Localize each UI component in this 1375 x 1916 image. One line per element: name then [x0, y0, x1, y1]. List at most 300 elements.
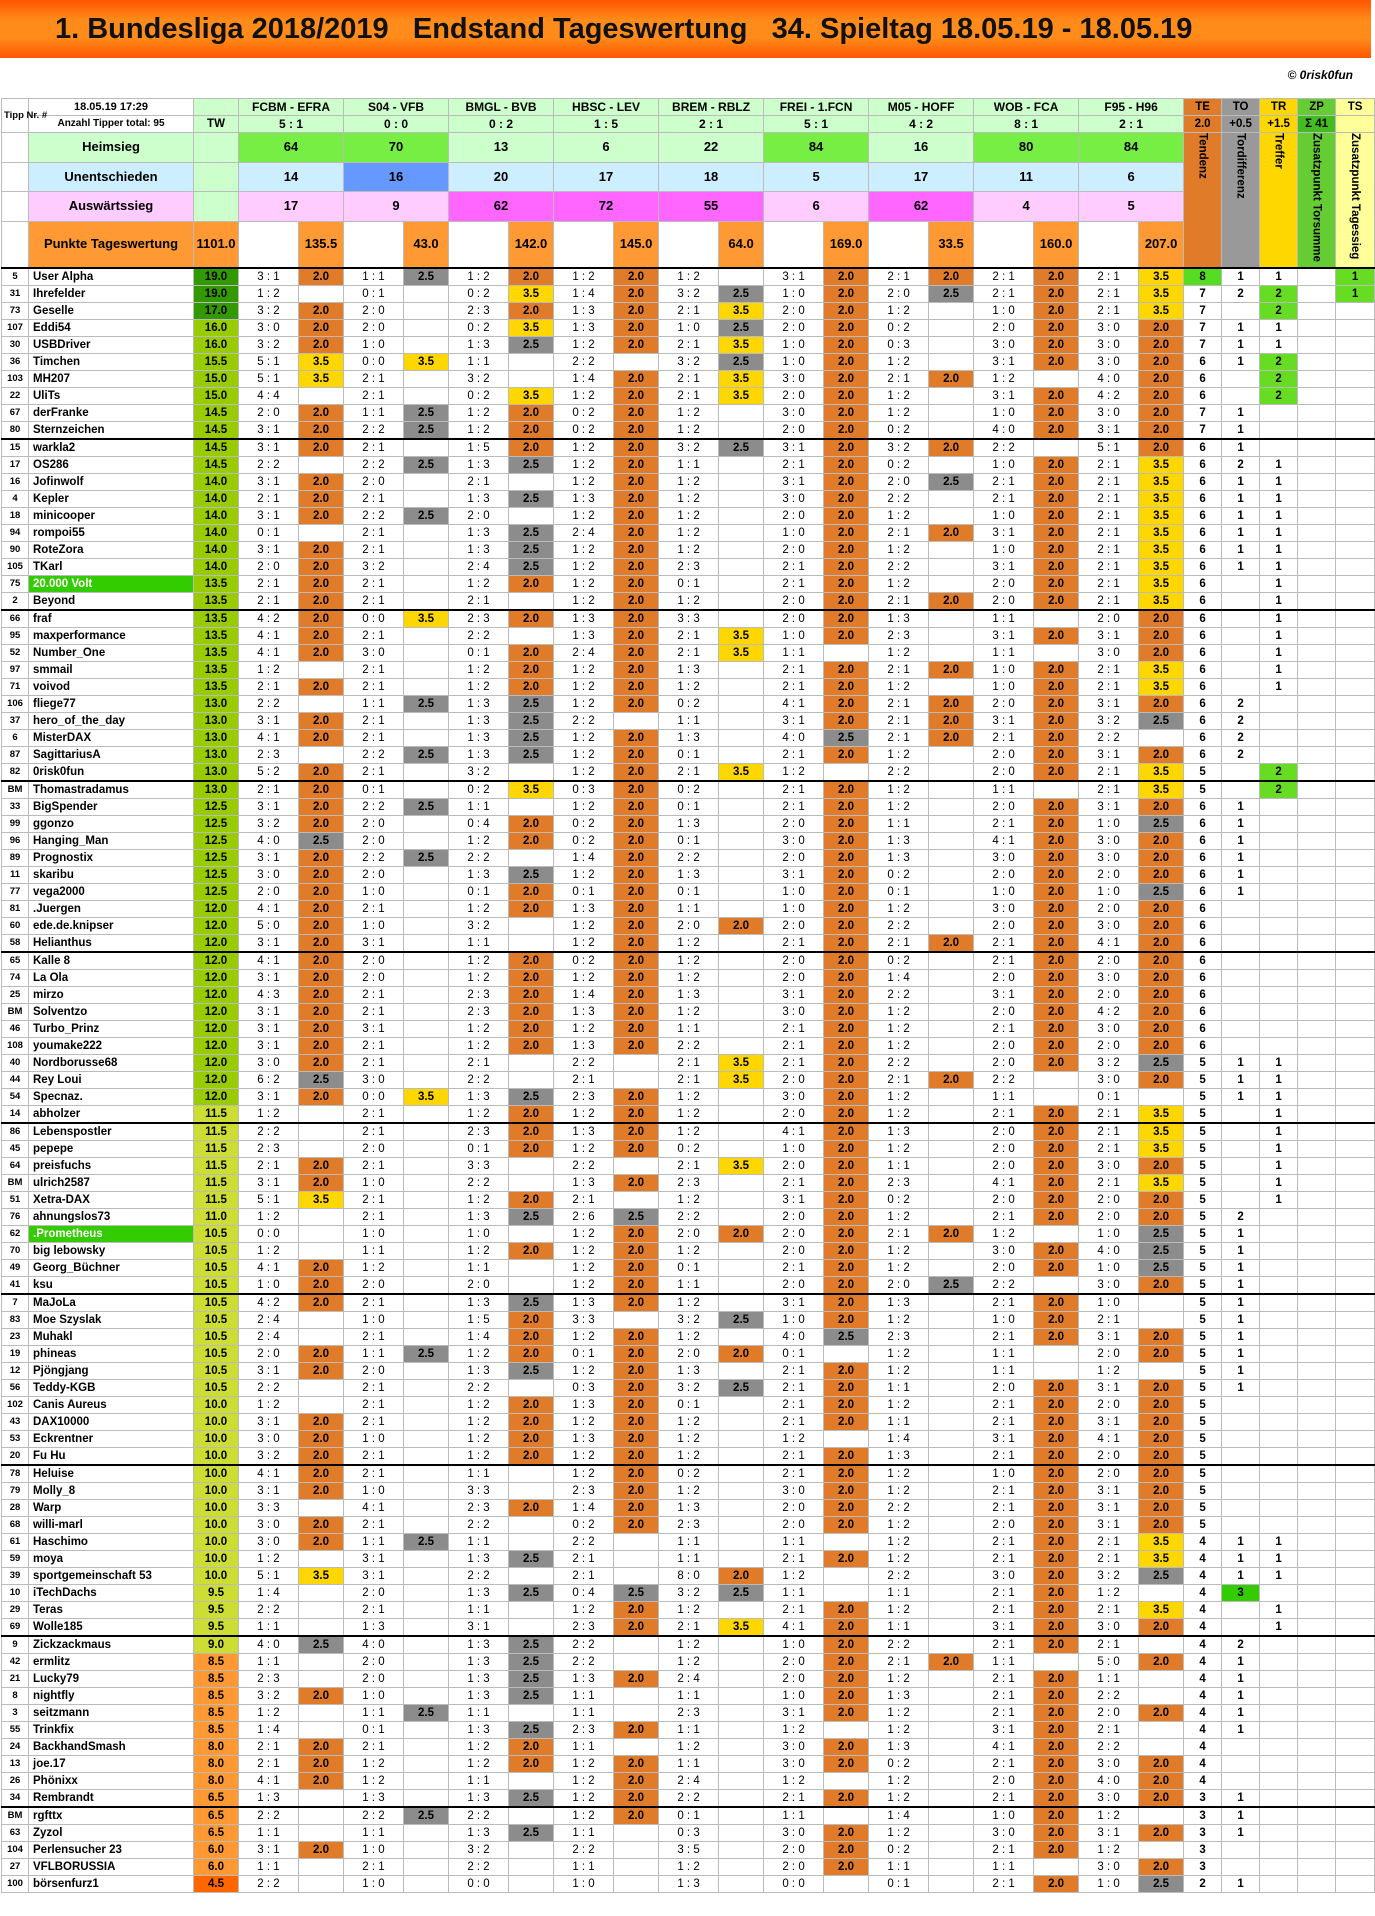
zp-value [1298, 746, 1336, 763]
tip-value: 1 : 4 [239, 1721, 299, 1738]
tipp-number: 45 [2, 1140, 29, 1157]
te-value: 6 [1184, 900, 1222, 917]
tip-value: 1 : 2 [659, 1601, 719, 1618]
ts-value [1336, 1276, 1375, 1294]
tip-value: 3 : 3 [659, 610, 719, 628]
tip-points: 2.0 [614, 1601, 659, 1618]
draw-count: 6 [1079, 162, 1184, 192]
tip-points: 2.0 [299, 302, 344, 319]
tip-value: 1 : 1 [869, 1618, 929, 1636]
ts-value [1336, 1259, 1375, 1276]
tip-value: 0 : 0 [344, 1088, 404, 1105]
tipp-number: 46 [2, 1020, 29, 1037]
tip-value: 2 : 0 [764, 917, 824, 934]
tip-value: 2 : 2 [344, 456, 404, 473]
tip-value: 1 : 3 [449, 1550, 509, 1567]
tr-value [1260, 1789, 1298, 1807]
tip-points [1034, 1858, 1079, 1875]
tip-value: 0 : 3 [554, 1379, 614, 1396]
tip-points [404, 1499, 449, 1516]
tip-value: 2 : 2 [239, 456, 299, 473]
tip-value: 3 : 0 [764, 404, 824, 421]
tip-value: 2 : 0 [764, 592, 824, 610]
tip-value: 3 : 1 [974, 524, 1034, 541]
tip-value: 0 : 4 [449, 815, 509, 832]
ts-value [1336, 952, 1375, 970]
tip-value: 1 : 4 [554, 1499, 614, 1516]
tip-points: 2.0 [1139, 1328, 1184, 1345]
tip-value: 1 : 0 [1079, 1875, 1139, 1892]
tip-value: 3 : 1 [239, 1174, 299, 1191]
tr-value [1260, 1362, 1298, 1379]
tip-value: 1 : 2 [344, 1755, 404, 1772]
player-name: TKarl [29, 558, 194, 575]
tip-points: 2.0 [299, 1413, 344, 1430]
tip-points [404, 627, 449, 644]
tip-value: 1 : 2 [869, 1037, 929, 1054]
tip-value: 3 : 2 [449, 370, 509, 387]
tip-points: 2.5 [614, 1208, 659, 1225]
tip-points: 2.0 [299, 1362, 344, 1379]
tip-points [404, 1362, 449, 1379]
tip-value: 2 : 0 [344, 473, 404, 490]
tip-points [509, 1482, 554, 1499]
tip-value: 1 : 2 [869, 1772, 929, 1789]
tip-value: 1 : 2 [554, 1362, 614, 1379]
zp-value [1298, 1105, 1336, 1123]
tip-points [929, 302, 974, 319]
tip-value: 2 : 1 [449, 473, 509, 490]
tip-value: 1 : 0 [344, 1841, 404, 1858]
to-value [1222, 1755, 1260, 1772]
tipp-number: 21 [2, 1670, 29, 1687]
tip-value: 2 : 0 [974, 1379, 1034, 1396]
tip-points [299, 456, 344, 473]
to-vertical-label: Tordifferenz [1234, 133, 1247, 199]
to-value [1222, 302, 1260, 319]
to-value: 1 [1222, 1789, 1260, 1807]
tip-value: 2 : 1 [764, 1413, 824, 1430]
tip-points: 2.5 [509, 456, 554, 473]
player-name: Lebenspostler [29, 1123, 194, 1141]
zp-value [1298, 712, 1336, 729]
to-value [1222, 1841, 1260, 1858]
ts-value [1336, 421, 1375, 439]
tip-points: 2.0 [1139, 900, 1184, 917]
tip-points [929, 1584, 974, 1601]
player-name: Specnaz. [29, 1088, 194, 1105]
home-count: 6 [554, 133, 659, 163]
tip-points: 2.0 [299, 952, 344, 970]
tip-value: 1 : 3 [449, 746, 509, 763]
tip-points [929, 1157, 974, 1174]
to-value [1222, 900, 1260, 917]
table-row [2, 353, 1375, 370]
te-value: 6 [1184, 883, 1222, 900]
tip-points: 2.0 [1139, 1020, 1184, 1037]
tip-points [614, 1054, 659, 1071]
te-value: 6 [1184, 592, 1222, 610]
tip-value: 1 : 2 [869, 575, 929, 592]
tip-value: 2 : 1 [869, 661, 929, 678]
day-score: 12.0 [194, 900, 239, 917]
tip-points: 2.0 [1034, 763, 1079, 781]
te-value: 5 [1184, 1294, 1222, 1312]
table-row [2, 678, 1375, 695]
tip-points: 2.0 [824, 1003, 869, 1020]
tip-value: 2 : 2 [974, 1276, 1034, 1294]
tip-points [719, 456, 764, 473]
ts-value [1336, 1858, 1375, 1875]
player-name: BackhandSmash [29, 1738, 194, 1755]
tip-value: 3 : 0 [764, 1824, 824, 1841]
tipp-number: 89 [2, 849, 29, 866]
tip-value: 1 : 3 [449, 1636, 509, 1654]
te-value: 5 [1184, 1208, 1222, 1225]
tip-value: 1 : 2 [659, 1653, 719, 1670]
tip-value: 2 : 2 [449, 1174, 509, 1191]
zp-value [1298, 1465, 1336, 1483]
tipp-number: 61 [2, 1533, 29, 1550]
table-row [2, 1704, 1375, 1721]
tip-value: 2 : 4 [449, 558, 509, 575]
tip-points: 2.0 [614, 1105, 659, 1123]
tip-value: 1 : 1 [659, 1020, 719, 1037]
tip-value: 1 : 2 [554, 1140, 614, 1157]
tipp-number: BM [2, 781, 29, 799]
te-header: TE [1184, 99, 1222, 116]
tip-points: 2.0 [824, 1037, 869, 1054]
player-name: fraf [29, 610, 194, 628]
zp-value [1298, 524, 1336, 541]
tip-points [614, 1636, 659, 1654]
tr-value: 1 [1260, 1191, 1298, 1208]
tip-points: 2.0 [509, 883, 554, 900]
tip-points: 2.0 [299, 798, 344, 815]
ts-value [1336, 439, 1375, 457]
day-score: 17.0 [194, 302, 239, 319]
zp-value [1298, 285, 1336, 302]
unent-label: Unentschieden [29, 162, 194, 192]
ts-value [1336, 1396, 1375, 1413]
tip-value: 2 : 0 [974, 1003, 1034, 1020]
tip-points [929, 1465, 974, 1483]
to-value [1222, 1738, 1260, 1755]
tip-points [929, 900, 974, 917]
tip-value: 3 : 1 [239, 969, 299, 986]
table-row [2, 370, 1375, 387]
table-row [2, 1105, 1375, 1123]
to-value: 1 [1222, 1875, 1260, 1892]
day-score: 8.5 [194, 1721, 239, 1738]
zp-value [1298, 1225, 1336, 1242]
tip-points: 2.5 [404, 1704, 449, 1721]
tip-value: 1 : 2 [554, 1276, 614, 1294]
tip-points: 2.0 [299, 1037, 344, 1054]
tip-points [719, 1550, 764, 1567]
tip-points: 2.0 [824, 934, 869, 952]
tip-points: 2.0 [824, 1157, 869, 1174]
tip-points [1034, 781, 1079, 799]
tip-value: 1 : 1 [659, 1687, 719, 1704]
table-row [2, 592, 1375, 610]
tip-value: 0 : 1 [344, 1721, 404, 1738]
tip-points: 2.0 [1034, 421, 1079, 439]
tr-value: 1 [1260, 456, 1298, 473]
te-value: 5 [1184, 1465, 1222, 1483]
tip-points: 2.0 [614, 592, 659, 610]
tip-value: 2 : 2 [869, 986, 929, 1003]
tr-value [1260, 1003, 1298, 1020]
tip-points: 2.0 [824, 1687, 869, 1704]
tip-value: 2 : 2 [974, 1071, 1034, 1088]
tip-points: 2.0 [509, 815, 554, 832]
tip-points [929, 746, 974, 763]
tr-value: 1 [1260, 541, 1298, 558]
tip-value: 3 : 1 [974, 558, 1034, 575]
tip-value: 1 : 2 [869, 302, 929, 319]
tip-value: 3 : 1 [239, 934, 299, 952]
tipp-number: 97 [2, 661, 29, 678]
tip-value: 1 : 2 [974, 1225, 1034, 1242]
blank [2, 192, 29, 222]
te-value: 6 [1184, 541, 1222, 558]
tip-value: 1 : 1 [659, 1755, 719, 1772]
tipp-number: 37 [2, 712, 29, 729]
tipp-number: 16 [2, 473, 29, 490]
zp-value [1298, 849, 1336, 866]
tip-value: 1 : 0 [1079, 1259, 1139, 1276]
ts-value [1336, 627, 1375, 644]
player-name: Nordborusse68 [29, 1054, 194, 1071]
tr-value [1260, 1413, 1298, 1430]
tip-points: 2.5 [509, 1294, 554, 1312]
tip-points [299, 1225, 344, 1242]
to-value: 1 [1222, 439, 1260, 457]
te-value: 7 [1184, 421, 1222, 439]
day-score: 14.5 [194, 439, 239, 457]
tip-value: 3 : 2 [659, 1379, 719, 1396]
tip-points: 2.0 [1034, 490, 1079, 507]
game-points: 64.0 [719, 221, 764, 268]
tip-value: 2 : 0 [659, 917, 719, 934]
tip-value: 1 : 0 [764, 883, 824, 900]
player-name: rgfttx [29, 1807, 194, 1825]
tip-points: 2.0 [824, 353, 869, 370]
tip-value: 2 : 1 [869, 695, 929, 712]
zp-value [1298, 934, 1336, 952]
table-row [2, 763, 1375, 781]
tr-value [1260, 1721, 1298, 1738]
tip-value: 3 : 5 [659, 1841, 719, 1858]
te-value: 6 [1184, 934, 1222, 952]
tip-value: 2 : 1 [344, 1123, 404, 1141]
tip-points [404, 1858, 449, 1875]
player-name: skaribu [29, 866, 194, 883]
ts-vertical-label: Zusatzpunkt Tagessieg [1349, 133, 1362, 260]
tip-points [719, 1704, 764, 1721]
ts-value [1336, 1601, 1375, 1618]
ts-value [1336, 729, 1375, 746]
player-name: Teras [29, 1601, 194, 1618]
zp-value [1298, 1157, 1336, 1174]
tip-value: 1 : 2 [1079, 1362, 1139, 1379]
tip-points [509, 473, 554, 490]
tr-value [1260, 1396, 1298, 1413]
tip-points [614, 1738, 659, 1755]
zp-value [1298, 1259, 1336, 1276]
tip-value: 3 : 2 [1079, 1567, 1139, 1584]
tip-points [719, 1413, 764, 1430]
player-name: Thomastradamus [29, 781, 194, 799]
tip-value: 2 : 1 [344, 1858, 404, 1875]
tip-points: 2.0 [614, 473, 659, 490]
tip-value: 1 : 3 [659, 815, 719, 832]
tip-value: 0 : 1 [659, 746, 719, 763]
tip-points: 2.0 [1034, 1208, 1079, 1225]
zp-value [1298, 1191, 1336, 1208]
tip-points [404, 1670, 449, 1687]
tw-header: TW [194, 116, 239, 133]
ts-value [1336, 934, 1375, 952]
tip-value: 2 : 1 [344, 1054, 404, 1071]
tip-points: 2.5 [1139, 1242, 1184, 1259]
to-value [1222, 592, 1260, 610]
tip-points: 2.0 [1034, 285, 1079, 302]
table-row [2, 1088, 1375, 1105]
tip-points: 2.0 [1034, 387, 1079, 404]
tip-points: 2.5 [824, 729, 869, 746]
tip-value: 1 : 0 [764, 627, 824, 644]
player-name: Sternzeichen [29, 421, 194, 439]
tip-points [719, 507, 764, 524]
table-row [2, 1858, 1375, 1875]
zp-value [1298, 490, 1336, 507]
te-value: 5 [1184, 1157, 1222, 1174]
tip-value: 1 : 2 [344, 1772, 404, 1789]
ts-value [1336, 353, 1375, 370]
table-row [2, 1499, 1375, 1516]
game-header: F95 - H96 [1079, 99, 1184, 116]
tipp-number: 70 [2, 1242, 29, 1259]
tip-value: 3 : 0 [1079, 1276, 1139, 1294]
te-sub: 2.0 [1184, 116, 1222, 133]
tip-value: 2 : 1 [659, 1618, 719, 1636]
tip-value: 3 : 0 [239, 319, 299, 336]
to-value: 1 [1222, 1704, 1260, 1721]
tip-value: 1 : 0 [764, 353, 824, 370]
tr-value [1260, 1499, 1298, 1516]
zp-value [1298, 1140, 1336, 1157]
tip-value: 2 : 3 [554, 1721, 614, 1738]
ts-value [1336, 404, 1375, 421]
tip-points [719, 1670, 764, 1687]
tip-points [299, 746, 344, 763]
tip-points: 2.0 [1034, 832, 1079, 849]
tip-value: 1 : 2 [659, 1003, 719, 1020]
day-score: 12.0 [194, 1088, 239, 1105]
tip-points: 2.0 [614, 1294, 659, 1312]
tip-value: 0 : 1 [764, 1345, 824, 1362]
tip-value: 2 : 0 [764, 319, 824, 336]
tr-value [1260, 712, 1298, 729]
tip-points [299, 1550, 344, 1567]
tip-points [929, 1396, 974, 1413]
day-score: 10.5 [194, 1259, 239, 1276]
player-name: mirzo [29, 986, 194, 1003]
tip-value: 2 : 1 [239, 1157, 299, 1174]
ts-value [1336, 1054, 1375, 1071]
tip-points: 3.5 [1139, 1123, 1184, 1141]
tip-value: 2 : 0 [974, 1054, 1034, 1071]
tip-points: 2.5 [509, 1670, 554, 1687]
tip-value: 1 : 2 [449, 1430, 509, 1447]
te-value: 7 [1184, 404, 1222, 421]
ts-value: 1 [1336, 268, 1375, 286]
tr-value [1260, 1225, 1298, 1242]
tip-points [1139, 1311, 1184, 1328]
tip-value: 2 : 0 [344, 1670, 404, 1687]
tip-value: 2 : 0 [1079, 1208, 1139, 1225]
tip-value: 2 : 2 [449, 849, 509, 866]
tip-points: 2.0 [1139, 1157, 1184, 1174]
tip-points: 3.5 [1139, 781, 1184, 799]
tip-points [719, 1191, 764, 1208]
tip-points: 2.0 [1139, 644, 1184, 661]
tip-points: 2.5 [509, 1824, 554, 1841]
table-row [2, 575, 1375, 592]
tip-value: 1 : 0 [554, 1875, 614, 1892]
tip-value: 1 : 1 [869, 1584, 929, 1601]
tip-value: 1 : 2 [449, 969, 509, 986]
tip-value: 1 : 2 [554, 1328, 614, 1345]
tip-value: 1 : 0 [974, 302, 1034, 319]
tip-points: 2.0 [1139, 1396, 1184, 1413]
table-row [2, 934, 1375, 952]
tip-value: 2 : 1 [974, 1687, 1034, 1704]
tip-value: 3 : 1 [449, 1618, 509, 1636]
tip-value: 2 : 1 [449, 592, 509, 610]
tip-value: 1 : 2 [659, 1088, 719, 1105]
tip-points: 2.0 [299, 1533, 344, 1550]
day-score: 12.0 [194, 917, 239, 934]
tip-value: 1 : 2 [869, 1721, 929, 1738]
tip-points: 2.0 [824, 1704, 869, 1721]
tip-value: 3 : 1 [1079, 1499, 1139, 1516]
tip-points [509, 627, 554, 644]
zp-value [1298, 370, 1336, 387]
tip-value: 4 : 1 [239, 1259, 299, 1276]
tr-value: 1 [1260, 319, 1298, 336]
player-name: abholzer [29, 1105, 194, 1123]
te-value: 6 [1184, 490, 1222, 507]
tip-points [719, 1208, 764, 1225]
tip-value: 1 : 2 [869, 1003, 929, 1020]
tip-value: 1 : 2 [869, 1140, 929, 1157]
ts-value [1336, 1653, 1375, 1670]
tip-points: 2.0 [824, 1636, 869, 1654]
tip-value: 3 : 1 [764, 1191, 824, 1208]
table-row [2, 302, 1375, 319]
spacer [1079, 221, 1139, 268]
tip-value: 0 : 2 [869, 421, 929, 439]
tip-value: 2 : 1 [1079, 661, 1139, 678]
tip-points: 2.0 [1139, 934, 1184, 952]
game-result: 0 : 2 [449, 116, 554, 133]
tip-value: 1 : 3 [659, 866, 719, 883]
tip-points [404, 1550, 449, 1567]
tip-points: 2.0 [509, 1311, 554, 1328]
